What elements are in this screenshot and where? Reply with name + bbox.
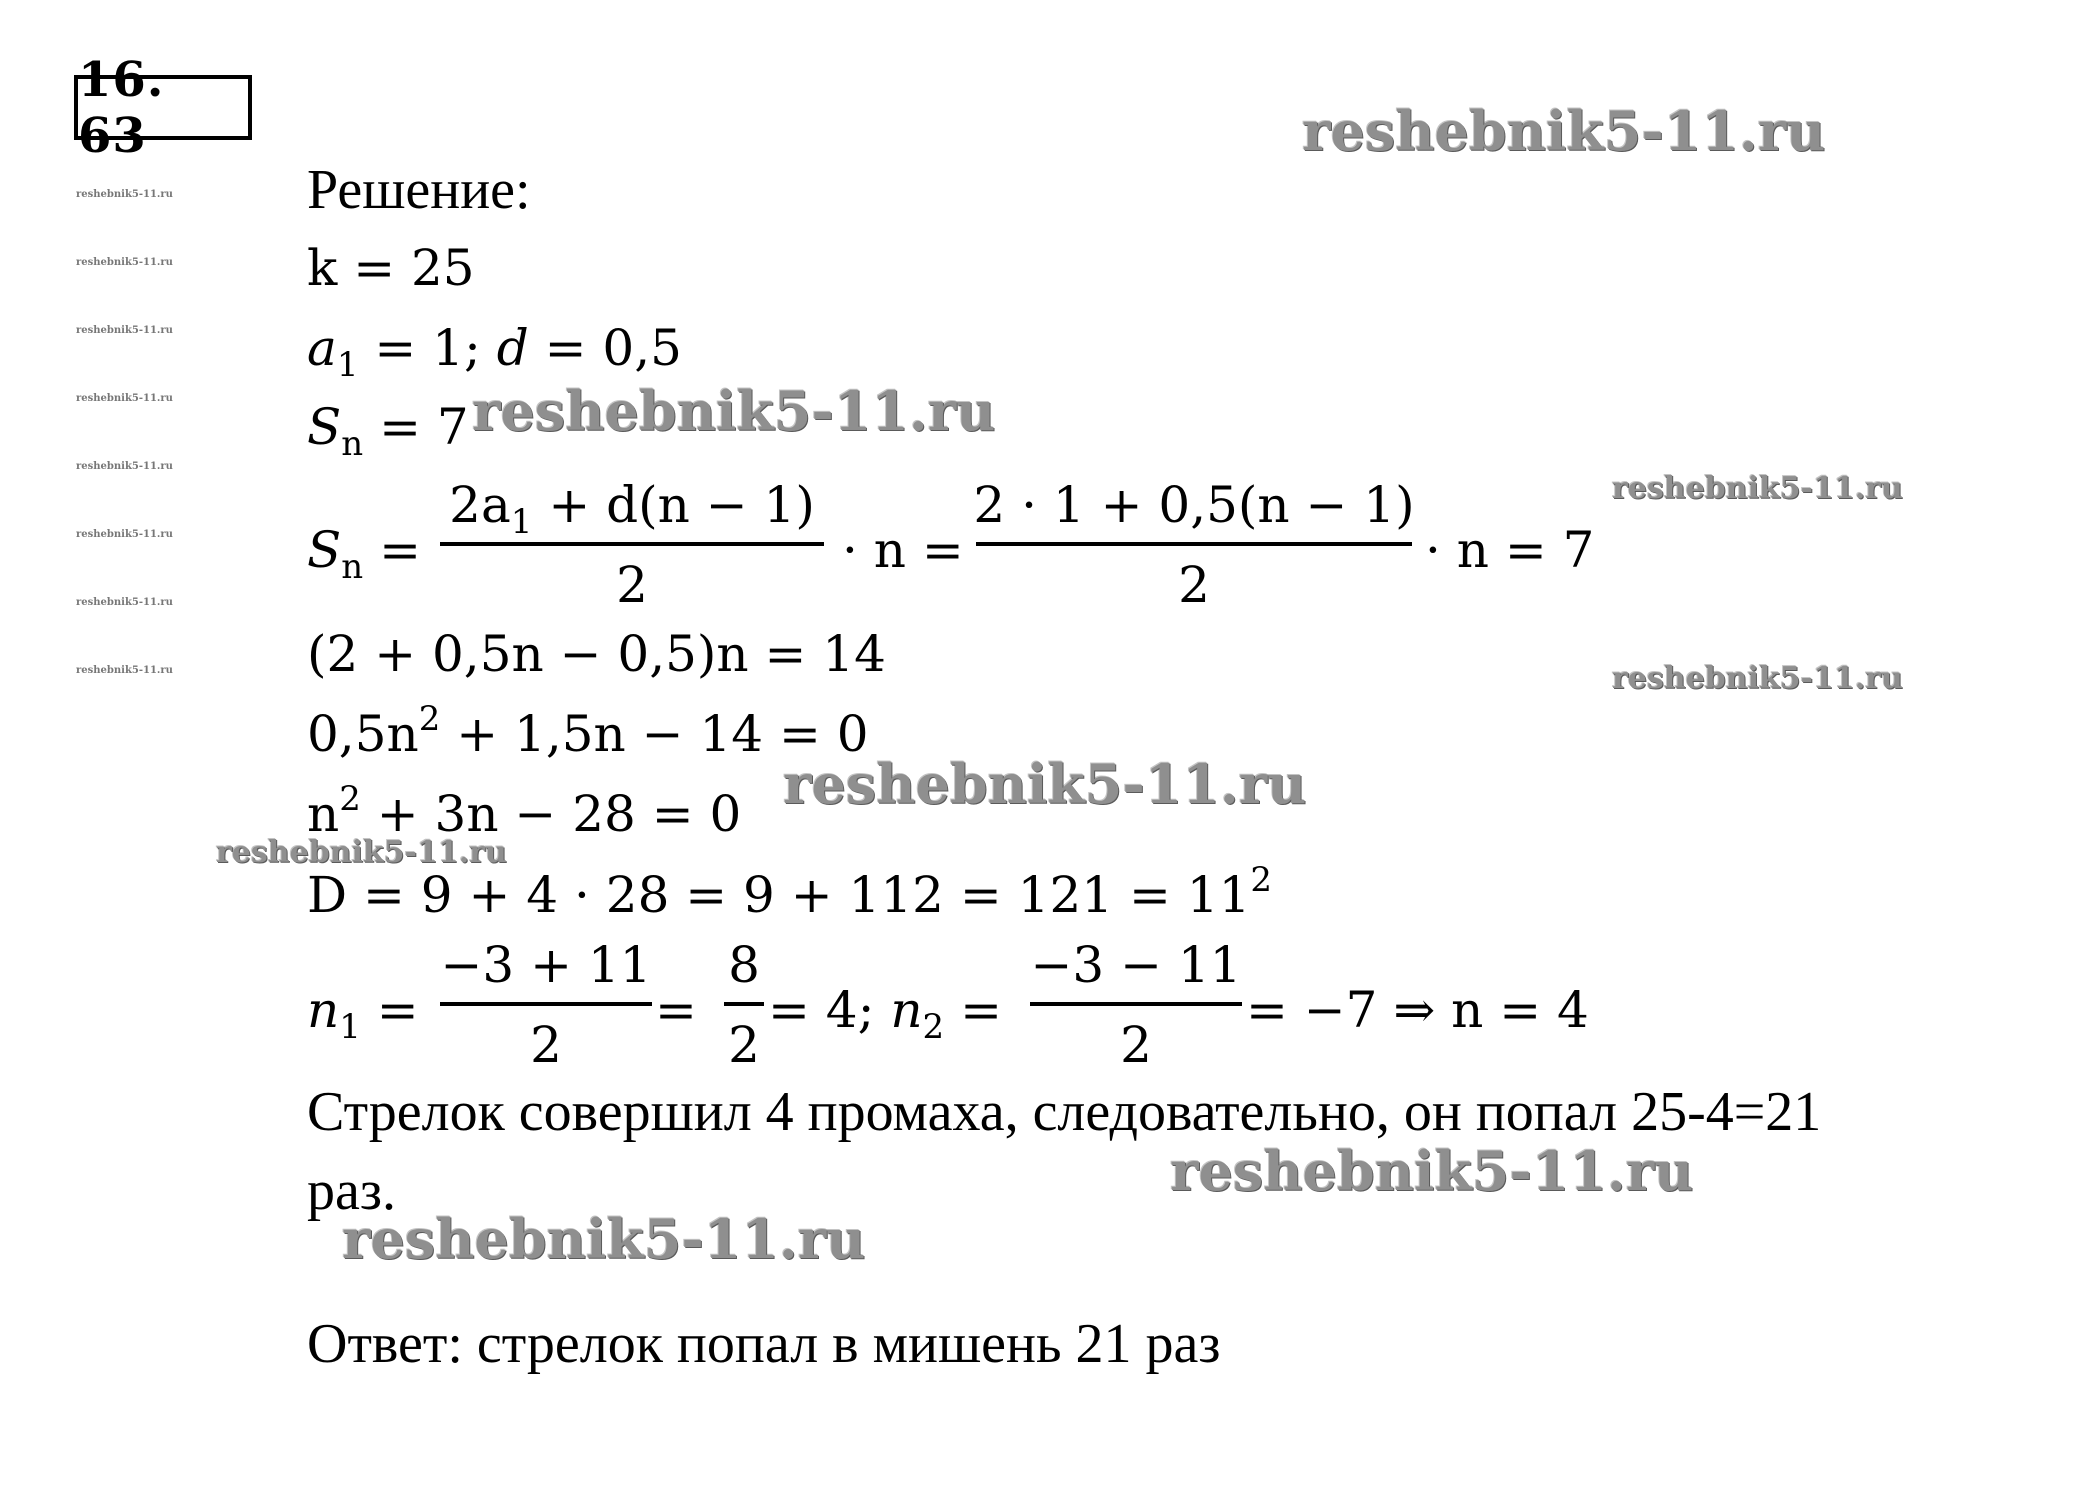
var-s: S xyxy=(307,398,342,456)
conclusion-line-1: Стрелок совершил 4 промаха, следовательно, он попал 25-4=21 xyxy=(307,1081,1822,1143)
problem-number: 16. 63 xyxy=(74,75,252,140)
roots-mid: = 4; $n_2$ = xyxy=(768,981,1002,1047)
watermark: reshebnik5-11.ru xyxy=(783,752,1307,816)
fraction-root-2 xyxy=(1030,936,1242,1074)
sum-formula-end: · n = 7 xyxy=(1425,521,1595,579)
sum-formula-lhs xyxy=(307,521,421,587)
roots-n1-label: $n_1$ = xyxy=(307,981,419,1047)
fraction-numerator: −3 + 11 xyxy=(440,936,652,994)
discriminant: $D = 9 + 4 \cdot 28 = 9 + 112 = 121 = 11^2$ xyxy=(307,859,1273,924)
fraction-denominator: 2 xyxy=(616,556,648,614)
given-k xyxy=(307,239,475,297)
fraction-numerator: −3 − 11 xyxy=(1030,936,1242,994)
side-watermark: reshebnik5-11.ru xyxy=(76,461,173,472)
watermark: reshebnik5-11.ru xyxy=(1170,1139,1694,1203)
var-a: a xyxy=(307,319,337,377)
eq-text: = xyxy=(363,521,421,579)
side-watermark: reshebnik5-11.ru xyxy=(76,665,173,676)
eq-text: = 0,5 xyxy=(528,319,682,377)
fraction-general xyxy=(440,476,824,614)
fraction-numerator: 2 · 1 + 0,5(n − 1) xyxy=(973,476,1415,534)
side-watermark: reshebnik5-11.ru xyxy=(76,393,173,404)
fraction-root-1 xyxy=(440,936,652,1074)
equation-quadratic-2: $n^2 + 3n - 28 = 0$ xyxy=(307,778,742,843)
fraction-8-2 xyxy=(724,936,764,1074)
side-watermark: reshebnik5-11.ru xyxy=(76,597,173,608)
given-sn xyxy=(307,398,469,464)
roots-eq: = xyxy=(655,981,697,1039)
sum-formula-mid: · n = xyxy=(842,521,964,579)
var-s: S xyxy=(307,521,342,579)
fraction-numerator: $2a_1 + d(n - 1)$ xyxy=(449,476,815,542)
sub-1: 1 xyxy=(336,344,359,385)
watermark: reshebnik5-11.ru xyxy=(1302,99,1826,163)
answer: Ответ: стрелок попал в мишень 21 раз xyxy=(307,1313,1221,1375)
watermark: reshebnik5-11.ru xyxy=(216,835,507,870)
side-watermark: reshebnik5-11.ru xyxy=(76,189,173,200)
fraction-bar xyxy=(1030,1002,1242,1006)
side-watermark: reshebnik5-11.ru xyxy=(76,529,173,540)
fraction-bar xyxy=(440,1002,652,1006)
conclusion-line-2: раз. xyxy=(307,1160,396,1222)
eq-text: = 7 xyxy=(363,398,469,456)
watermark: reshebnik5-11.ru xyxy=(342,1207,866,1271)
watermark: reshebnik5-11.ru xyxy=(472,379,996,443)
var-d: d xyxy=(496,319,529,377)
given-k-text: k = 25 xyxy=(307,239,475,297)
fraction-substituted xyxy=(973,476,1415,614)
solution-label: Решение: xyxy=(307,159,531,221)
fraction-denominator: 2 xyxy=(530,1016,562,1074)
side-watermark: reshebnik5-11.ru xyxy=(76,257,173,268)
fraction-bar xyxy=(976,542,1412,546)
fraction-denominator: 2 xyxy=(728,1016,760,1074)
roots-end: = −7 ⇒ n = 4 xyxy=(1246,981,1589,1039)
fraction-bar xyxy=(724,1002,764,1006)
fraction-bar xyxy=(440,542,824,546)
watermark: reshebnik5-11.ru xyxy=(1612,471,1903,506)
sub-n: n xyxy=(341,423,364,464)
equation-expanded: (2 + 0,5n − 0,5)n = 14 xyxy=(307,625,886,683)
eq-text: = 1; xyxy=(358,319,497,377)
side-watermark: reshebnik5-11.ru xyxy=(76,325,173,336)
equation-quadratic-1: $0,5n^2 + 1,5n - 14 = 0$ xyxy=(307,698,869,763)
given-a1-d xyxy=(307,319,682,385)
sub-n: n xyxy=(341,546,364,587)
fraction-numerator: 8 xyxy=(728,936,760,994)
fraction-denominator: 2 xyxy=(1178,556,1210,614)
watermark: reshebnik5-11.ru xyxy=(1612,661,1903,696)
fraction-denominator: 2 xyxy=(1120,1016,1152,1074)
